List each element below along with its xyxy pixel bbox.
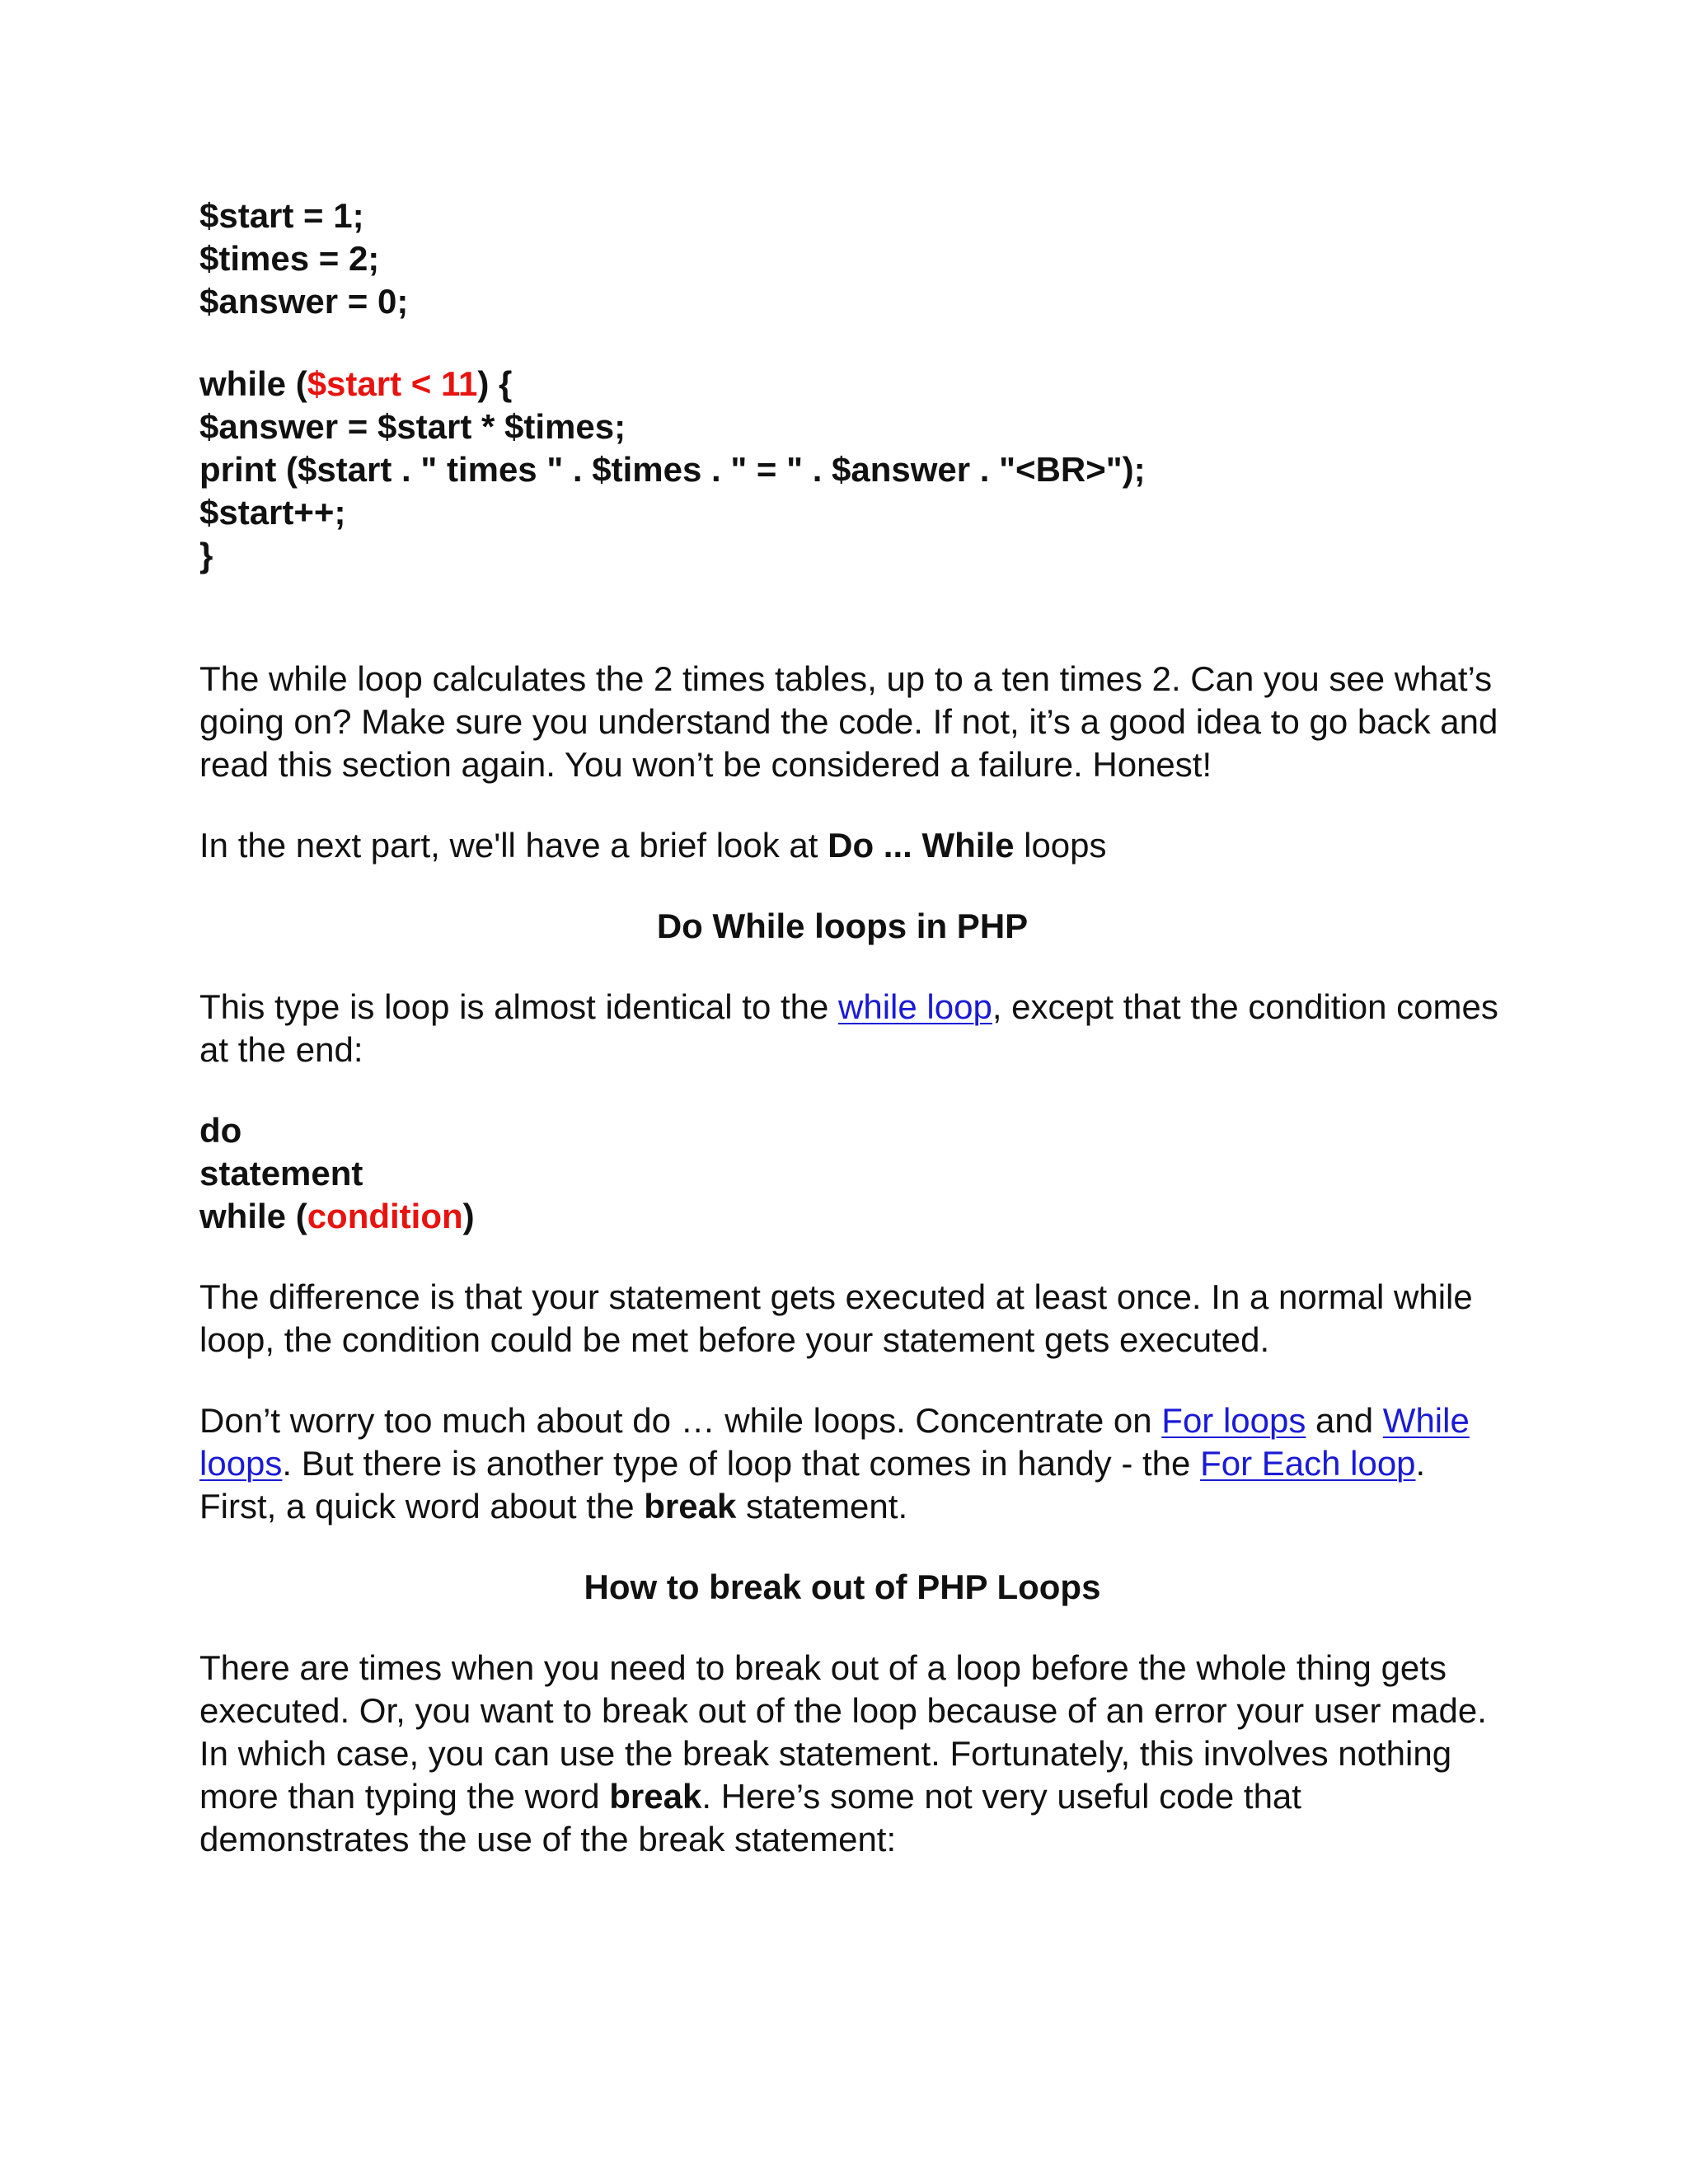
code-condition: $start < 11: [307, 364, 478, 403]
link-for-loops[interactable]: For loops: [1161, 1401, 1306, 1440]
paragraph-break-intro: There are times when you need to break out of a loop before the whole thing gets executed. Or, you want to break out of the loop because of an error your user made. In which case, you can use the break statement. Fortunately, this involves nothing more than typing the word break. Here’s some not very useful code that demonstrates the use of the break statement:: [199, 1648, 1487, 1858]
paragraph-next-part: In the next part, we'll have a brief look at Do ... While loops: [199, 826, 1107, 865]
code-line: $answer = $start * $times;: [199, 407, 626, 446]
paragraph-while-explanation: The while loop calculates the 2 times tables, up to a ten times 2. Can you see what’s going on? Make sure you understand the code. If not, it’s a good idea to go back and read this section again. You won’t be considered a failure. Honest!: [199, 659, 1498, 784]
code-block-variables: [199, 194, 1502, 323]
paragraph-do-while-intro: This type is loop is almost identical to the while loop, except that the condition comes at the end:: [199, 987, 1498, 1069]
bold-break: break: [644, 1487, 737, 1526]
code-block-while-loop: [199, 363, 1502, 577]
link-for-each-loop[interactable]: For Each loop: [1200, 1444, 1416, 1483]
code-line: print ($start . " times " . $times . " = " . $answer . "<BR>");: [199, 450, 1146, 489]
code-line: do: [199, 1111, 242, 1150]
section-heading-break: How to break out of PHP Loops: [584, 1568, 1101, 1606]
code-block-do-while: [199, 1109, 1502, 1238]
paragraph-difference: The difference is that your statement gets executed at least once. In a normal while loop, the condition could be met before your statement gets executed.: [199, 1277, 1473, 1359]
code-line: $answer = 0;: [199, 282, 409, 321]
code-condition: condition: [307, 1197, 463, 1235]
code-keyword: ) {: [477, 364, 513, 403]
bold-do-while: Do ... While: [828, 826, 1015, 865]
link-while-loops[interactable]: While loops: [199, 1401, 1470, 1483]
code-keyword: while (: [199, 364, 307, 403]
code-line: $start++;: [199, 493, 346, 532]
section-heading-do-while: Do While loops in PHP: [656, 907, 1029, 945]
link-while-loop[interactable]: while loop: [838, 987, 992, 1026]
bold-break: break: [609, 1777, 702, 1816]
code-line: $times = 2;: [199, 239, 380, 278]
code-line: statement: [199, 1154, 363, 1193]
paragraph-dont-worry: Don’t worry too much about do … while loops. Concentrate on For loops and While loops. But there is another type of loop that comes in handy - the For Each loop. First, a quick word about the break statement.: [199, 1401, 1470, 1526]
document-page: [199, 194, 1502, 1861]
code-line-while-condition: while (condition): [199, 1197, 475, 1235]
code-line-while: [199, 363, 1502, 405]
code-line: }: [199, 536, 213, 574]
code-line: $start = 1;: [199, 196, 364, 235]
